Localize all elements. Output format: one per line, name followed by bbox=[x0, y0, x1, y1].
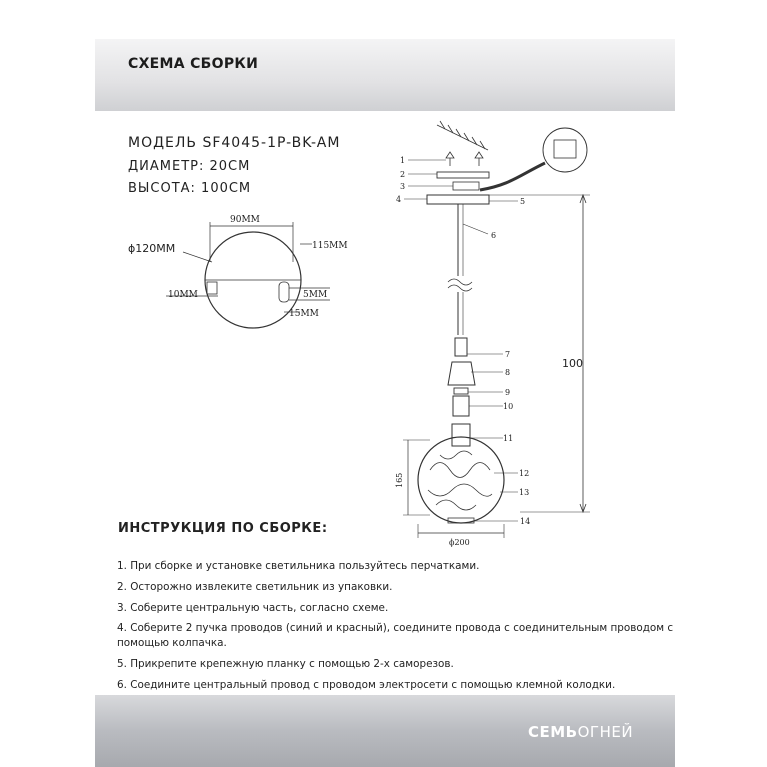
callout-10: 10 bbox=[503, 402, 514, 411]
callout-8: 8 bbox=[505, 368, 511, 377]
callout-4: 4 bbox=[396, 195, 402, 204]
callout-6: 6 bbox=[491, 231, 497, 240]
callout-1: 1 bbox=[400, 156, 406, 165]
canopy-left-hole-label: 10MM bbox=[168, 290, 198, 300]
shade-diameter-label: ϕ200 bbox=[449, 538, 470, 547]
callout-5: 5 bbox=[520, 197, 526, 206]
canopy-right-hole-a-label: 5MM bbox=[303, 290, 328, 300]
brand-bold: СЕМЬ bbox=[528, 723, 578, 741]
brand-light: ОГНЕЙ bbox=[577, 723, 634, 741]
model-spec: МОДЕЛЬ SF4045-1P-BK-AM bbox=[128, 135, 341, 151]
instruction-step: 5. Прикрепите крепежную планку с помощью 2-х саморезов. bbox=[117, 658, 454, 670]
canopy-diameter-label: ϕ120MM bbox=[128, 242, 176, 255]
pendant-lamp-drawing bbox=[403, 121, 590, 538]
callout-13: 13 bbox=[519, 488, 530, 497]
instructions-list bbox=[117, 556, 677, 696]
callout-12: 12 bbox=[519, 469, 530, 478]
instruction-step: 4. Соберите 2 пучка проводов (синий и красный), соедините провода с соединительным проводом с помощью колпачка. bbox=[117, 622, 674, 649]
shade-height-label: 165 bbox=[395, 472, 404, 488]
diameter-spec: ДИАМЕТР: 20СМ bbox=[128, 159, 251, 174]
instruction-step: 2. Осторожно извлеките светильник из упаковки. bbox=[117, 581, 393, 593]
instructions-heading: ИНСТРУКЦИЯ ПО СБОРКЕ: bbox=[118, 521, 328, 536]
height-dimension-label: 100 bbox=[562, 357, 583, 370]
callout-11: 11 bbox=[503, 434, 514, 443]
callout-14: 14 bbox=[520, 517, 531, 526]
instruction-step: 1. При сборке и установке светильника пользуйтесь перчатками. bbox=[117, 560, 480, 572]
canopy-right-hole-b-label: 15MM bbox=[289, 309, 319, 319]
ceiling-hatch bbox=[437, 121, 488, 150]
brand-logo bbox=[528, 723, 633, 741]
canopy-right-label: 115MM bbox=[312, 241, 348, 251]
page-title: СХЕМА СБОРКИ bbox=[128, 56, 259, 72]
callout-7: 7 bbox=[505, 350, 511, 359]
callout-3: 3 bbox=[400, 182, 406, 191]
callout-2: 2 bbox=[400, 170, 406, 179]
callout-9: 9 bbox=[505, 388, 511, 397]
height-spec: ВЫСОТА: 100СМ bbox=[128, 181, 252, 196]
canopy-width-label: 90MM bbox=[230, 215, 260, 225]
instruction-step: 6. Соедините центральный провод с проводом электросети с помощью клемной колодки. bbox=[117, 679, 616, 691]
instruction-step: 3. Соберите центральную часть, согласно схеме. bbox=[117, 602, 389, 614]
